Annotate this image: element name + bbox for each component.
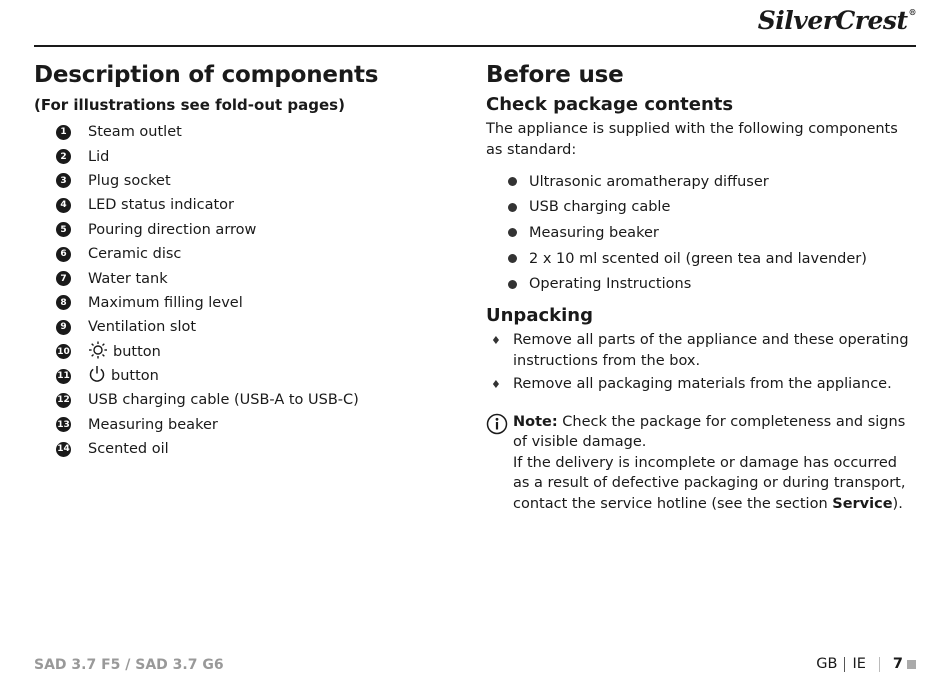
unpacking-steps (486, 330, 916, 395)
component-item (34, 413, 454, 437)
component-number-badge: 4 (56, 198, 71, 213)
power-icon (88, 365, 106, 387)
service-reference: Service (832, 495, 893, 512)
note-text-2: If the delivery is incomplete or damage has occurred as a result of defective packaging or during transport, contact the service hotline (see the section (513, 454, 906, 512)
component-number-badge: 9 (56, 320, 71, 335)
bullet-icon (508, 254, 517, 263)
package-item-label: 2 x 10 ml scented oil (green tea and lavender) (529, 250, 867, 267)
header-rule (34, 45, 916, 47)
brand-logo: SilverCrest® (757, 6, 916, 35)
unpacking-step-text: Remove all packaging materials from the appliance. (513, 375, 892, 392)
component-item (34, 315, 454, 339)
component-item (34, 169, 454, 193)
package-contents-list (486, 169, 916, 297)
package-item (486, 220, 916, 246)
section-title-components: Description of components (34, 62, 379, 88)
package-item (486, 169, 916, 195)
component-number-badge: 10 (56, 344, 71, 359)
component-number-badge: 11 (56, 369, 71, 384)
bullet-icon (508, 280, 517, 289)
footer-divider (879, 657, 880, 672)
check-contents-heading: Check package contents (486, 94, 734, 115)
unpacking-step (486, 374, 916, 395)
component-label: LED status indicator (88, 197, 235, 214)
component-label: Scented oil (88, 441, 169, 458)
language-ie: IE (852, 656, 866, 672)
component-label: USB charging cable (USB-A to USB-C) (88, 392, 359, 409)
component-label: Steam outlet (88, 124, 182, 141)
note-text-1: Check the package for completeness and signs of visible damage. (513, 413, 906, 451)
component-number-badge: 5 (56, 222, 71, 237)
component-item (34, 437, 454, 461)
component-number-badge: 2 (56, 149, 71, 164)
component-label: Water tank (88, 270, 168, 287)
component-item (34, 266, 454, 290)
note-box (486, 412, 916, 515)
model-number: SAD 3.7 F5 / SAD 3.7 G6 (34, 657, 224, 673)
component-label: Pouring direction arrow (88, 221, 257, 238)
component-item (34, 218, 454, 242)
page-number: 7 (892, 656, 903, 672)
component-number-badge: 3 (56, 173, 71, 188)
components-list (34, 120, 454, 461)
page-footer (816, 656, 916, 672)
footer-divider (844, 657, 845, 672)
package-item (486, 271, 916, 297)
component-item (34, 193, 454, 217)
component-item (34, 242, 454, 266)
package-item-label: Measuring beaker (529, 224, 659, 241)
component-item (34, 144, 454, 168)
page-marker (907, 660, 916, 669)
component-label: Ceramic disc (88, 246, 182, 263)
component-number-badge: 6 (56, 247, 71, 262)
bullet-icon (508, 228, 517, 237)
component-item (34, 120, 454, 144)
package-item (486, 195, 916, 221)
component-number-badge: 7 (56, 271, 71, 286)
component-number-badge: 8 (56, 295, 71, 310)
component-item (34, 291, 454, 315)
sun-icon (88, 341, 108, 363)
unpacking-step (486, 330, 916, 372)
component-label: button (113, 343, 161, 360)
component-number-badge: 12 (56, 393, 71, 408)
info-icon (486, 413, 508, 515)
component-number-badge: 14 (56, 442, 71, 457)
component-label: Lid (88, 148, 110, 165)
component-label: Ventilation slot (88, 319, 197, 336)
left-column (34, 62, 454, 461)
section-title-before-use: Before use (486, 62, 624, 88)
package-item (486, 246, 916, 272)
right-column (486, 62, 916, 514)
component-label: Maximum filling level (88, 294, 243, 311)
bullet-icon (508, 203, 517, 212)
note-text-2-end: ). (892, 495, 903, 512)
component-label: Measuring beaker (88, 416, 218, 433)
diamond-bullet-icon: ♦ (491, 377, 501, 391)
component-item (34, 340, 454, 364)
component-item (34, 364, 454, 388)
component-number-badge: 13 (56, 417, 71, 432)
component-label: Plug socket (88, 172, 171, 189)
component-item (34, 388, 454, 412)
contents-intro: The appliance is supplied with the following components as standard: (486, 121, 898, 158)
component-number-badge: 1 (56, 125, 71, 140)
component-label: button (111, 368, 159, 385)
package-item-label: Ultrasonic aromatherapy diffuser (529, 173, 769, 190)
diamond-bullet-icon: ♦ (491, 333, 501, 347)
illustrations-note: (For illustrations see fold-out pages) (34, 96, 345, 114)
note-label: Note: (513, 413, 558, 430)
unpacking-heading: Unpacking (486, 304, 593, 326)
package-item-label: Operating Instructions (529, 276, 692, 293)
language-gb: GB (816, 656, 838, 672)
unpacking-step-text: Remove all parts of the appliance and these operating instructions from the box. (513, 331, 909, 369)
bullet-icon (508, 177, 517, 186)
package-item-label: USB charging cable (529, 199, 671, 216)
